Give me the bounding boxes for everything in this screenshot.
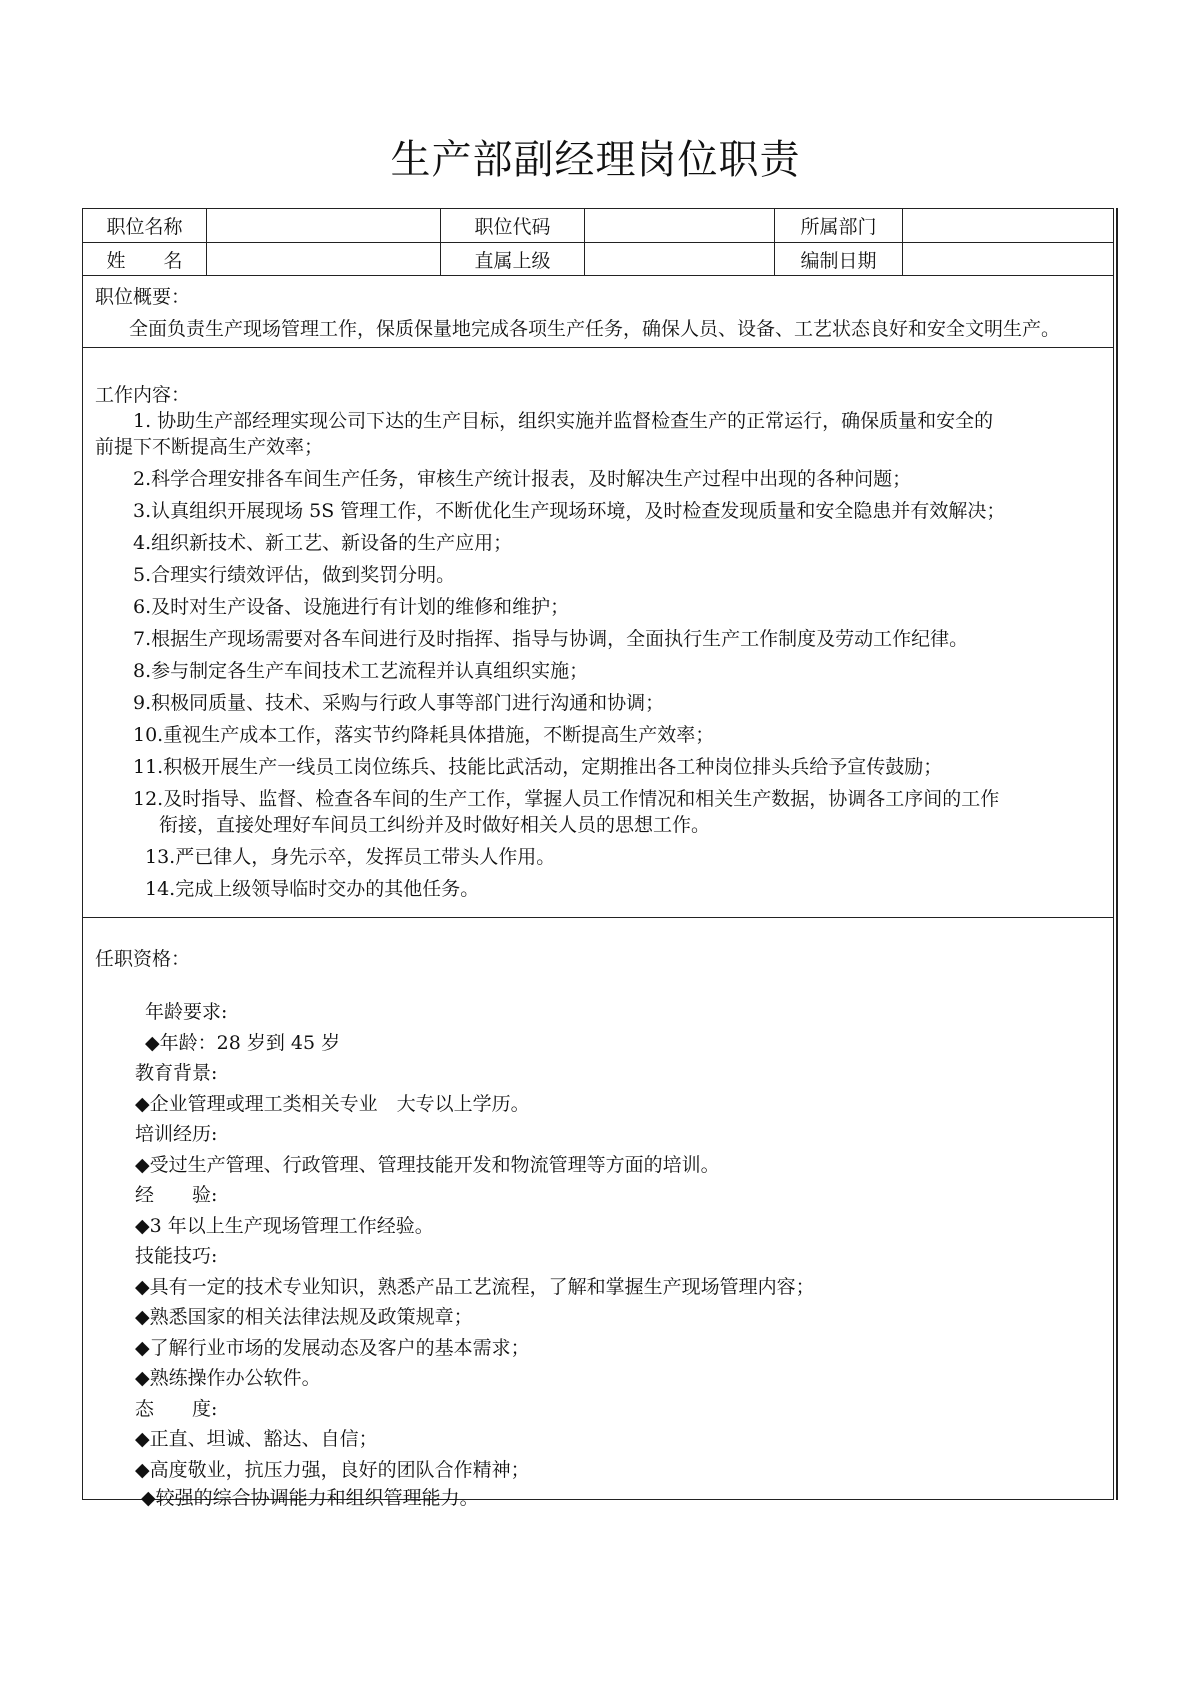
header-row-1 (83, 209, 1113, 243)
label-position-code: 职位代码 (441, 209, 585, 242)
qual-line: 年龄要求: (145, 1001, 228, 1023)
qual-line: ◆高度敬业，抗压力强，良好的团队合作精神； (135, 1459, 530, 1481)
summary-section (83, 276, 1113, 348)
qual-line: ◆正直、坦诚、豁达、自信； (135, 1428, 378, 1450)
value-name[interactable] (207, 243, 441, 275)
qual-line: ◆受过生产管理、行政管理、管理技能开发和物流管理等方面的培训。 (135, 1154, 720, 1176)
qual-line: ◆具有一定的技术专业知识，熟悉产品工艺流程，了解和掌握生产现场管理内容； (135, 1276, 815, 1298)
qual-line: 教育背景: (135, 1062, 218, 1084)
value-compile-date[interactable] (903, 243, 1115, 275)
qual-line: ◆熟练操作办公软件。 (135, 1367, 321, 1389)
work-item: 3.认真组织开展现场 5S 管理工作，不断优化生产现场环境，及时检查发现质量和安全隐患并有效解决； (133, 500, 1006, 522)
label-name: 姓 名 (83, 243, 207, 275)
qual-line: 经 验: (135, 1184, 218, 1206)
duty-table (82, 208, 1114, 1509)
work-item: 11.积极开展生产一线员工岗位练兵、技能比武活动，定期推出各工种岗位排头兵给予宣传鼓励； (133, 756, 943, 778)
value-position-code[interactable] (585, 209, 775, 242)
qual-line: 态 度: (135, 1398, 218, 1420)
label-position-name: 职位名称 (83, 209, 207, 242)
work-item: 前提下不断提高生产效率； (95, 436, 324, 458)
work-item: 2.科学合理安排各车间生产任务，审核生产统计报表，及时解决生产过程中出现的各种问题； (133, 468, 912, 490)
work-item: 8.参与制定各生产车间技术工艺流程并认真组织实施； (133, 660, 589, 682)
qual-line: ◆较强的综合协调能力和组织管理能力。 (141, 1487, 479, 1509)
work-item: 1. 协助生产部经理实现公司下达的生产目标，组织实施并监督检查生产的正常运行，确保质量和安全的 (133, 410, 994, 432)
summary-text: 全面负责生产现场管理工作，保质保量地完成各项生产任务，确保人员、设备、工艺状态良好和安全文明生产。 (129, 318, 1061, 340)
work-section (83, 348, 1113, 918)
qual-line: ◆3 年以上生产现场管理工作经验。 (135, 1215, 434, 1237)
work-item: 14.完成上级领导临时交办的其他任务。 (145, 878, 480, 900)
work-item: 衔接，直接处理好车间员工纠纷并及时做好相关人员的思想工作。 (159, 814, 711, 836)
work-item: 5.合理实行绩效评估，做到奖罚分明。 (133, 564, 456, 586)
work-label: 工作内容： (95, 384, 191, 406)
work-item: 13.严已律人，身先示卒，发挥员工带头人作用。 (145, 846, 556, 868)
label-department: 所属部门 (775, 209, 903, 242)
summary-label: 职位概要： (95, 286, 191, 308)
work-item: 12.及时指导、监督、检查各车间的生产工作，掌握人员工作情况和相关生产数据，协调各工序间的工作 (133, 788, 1000, 810)
label-supervisor: 直属上级 (441, 243, 585, 275)
value-supervisor[interactable] (585, 243, 775, 275)
work-item: 4.组织新技术、新工艺、新设备的生产应用； (133, 532, 513, 554)
qual-line: ◆了解行业市场的发展动态及客户的基本需求； (135, 1337, 530, 1359)
qual-line: ◆企业管理或理工类相关专业 大专以上学历。 (135, 1093, 530, 1115)
label-compile-date: 编制日期 (775, 243, 903, 275)
work-item: 10.重视生产成本工作，落实节约降耗具体措施，不断提高生产效率； (133, 724, 715, 746)
table-shadow-edge (1116, 208, 1118, 1500)
qual-line: ◆年龄：28 岁到 45 岁 (145, 1032, 341, 1054)
qual-line: 培训经历: (135, 1123, 218, 1145)
work-item: 6.及时对生产设备、设施进行有计划的维修和维护； (133, 596, 570, 618)
header-row-2 (83, 243, 1113, 276)
qual-line: 技能技巧: (135, 1245, 218, 1267)
value-position-name[interactable] (207, 209, 441, 242)
qualification-label: 任职资格： (95, 948, 191, 970)
qual-line: ◆熟悉国家的相关法律法规及政策规章； (135, 1306, 473, 1328)
page-title: 生产部副经理岗位职责 (390, 137, 801, 183)
qualification-section (83, 918, 1113, 1509)
work-item: 7.根据生产现场需要对各车间进行及时指挥、指导与协调，全面执行生产工作制度及劳动工作纪律。 (133, 628, 969, 650)
work-item: 9.积极同质量、技术、采购与行政人事等部门进行沟通和协调； (133, 692, 665, 714)
value-department[interactable] (903, 209, 1115, 242)
